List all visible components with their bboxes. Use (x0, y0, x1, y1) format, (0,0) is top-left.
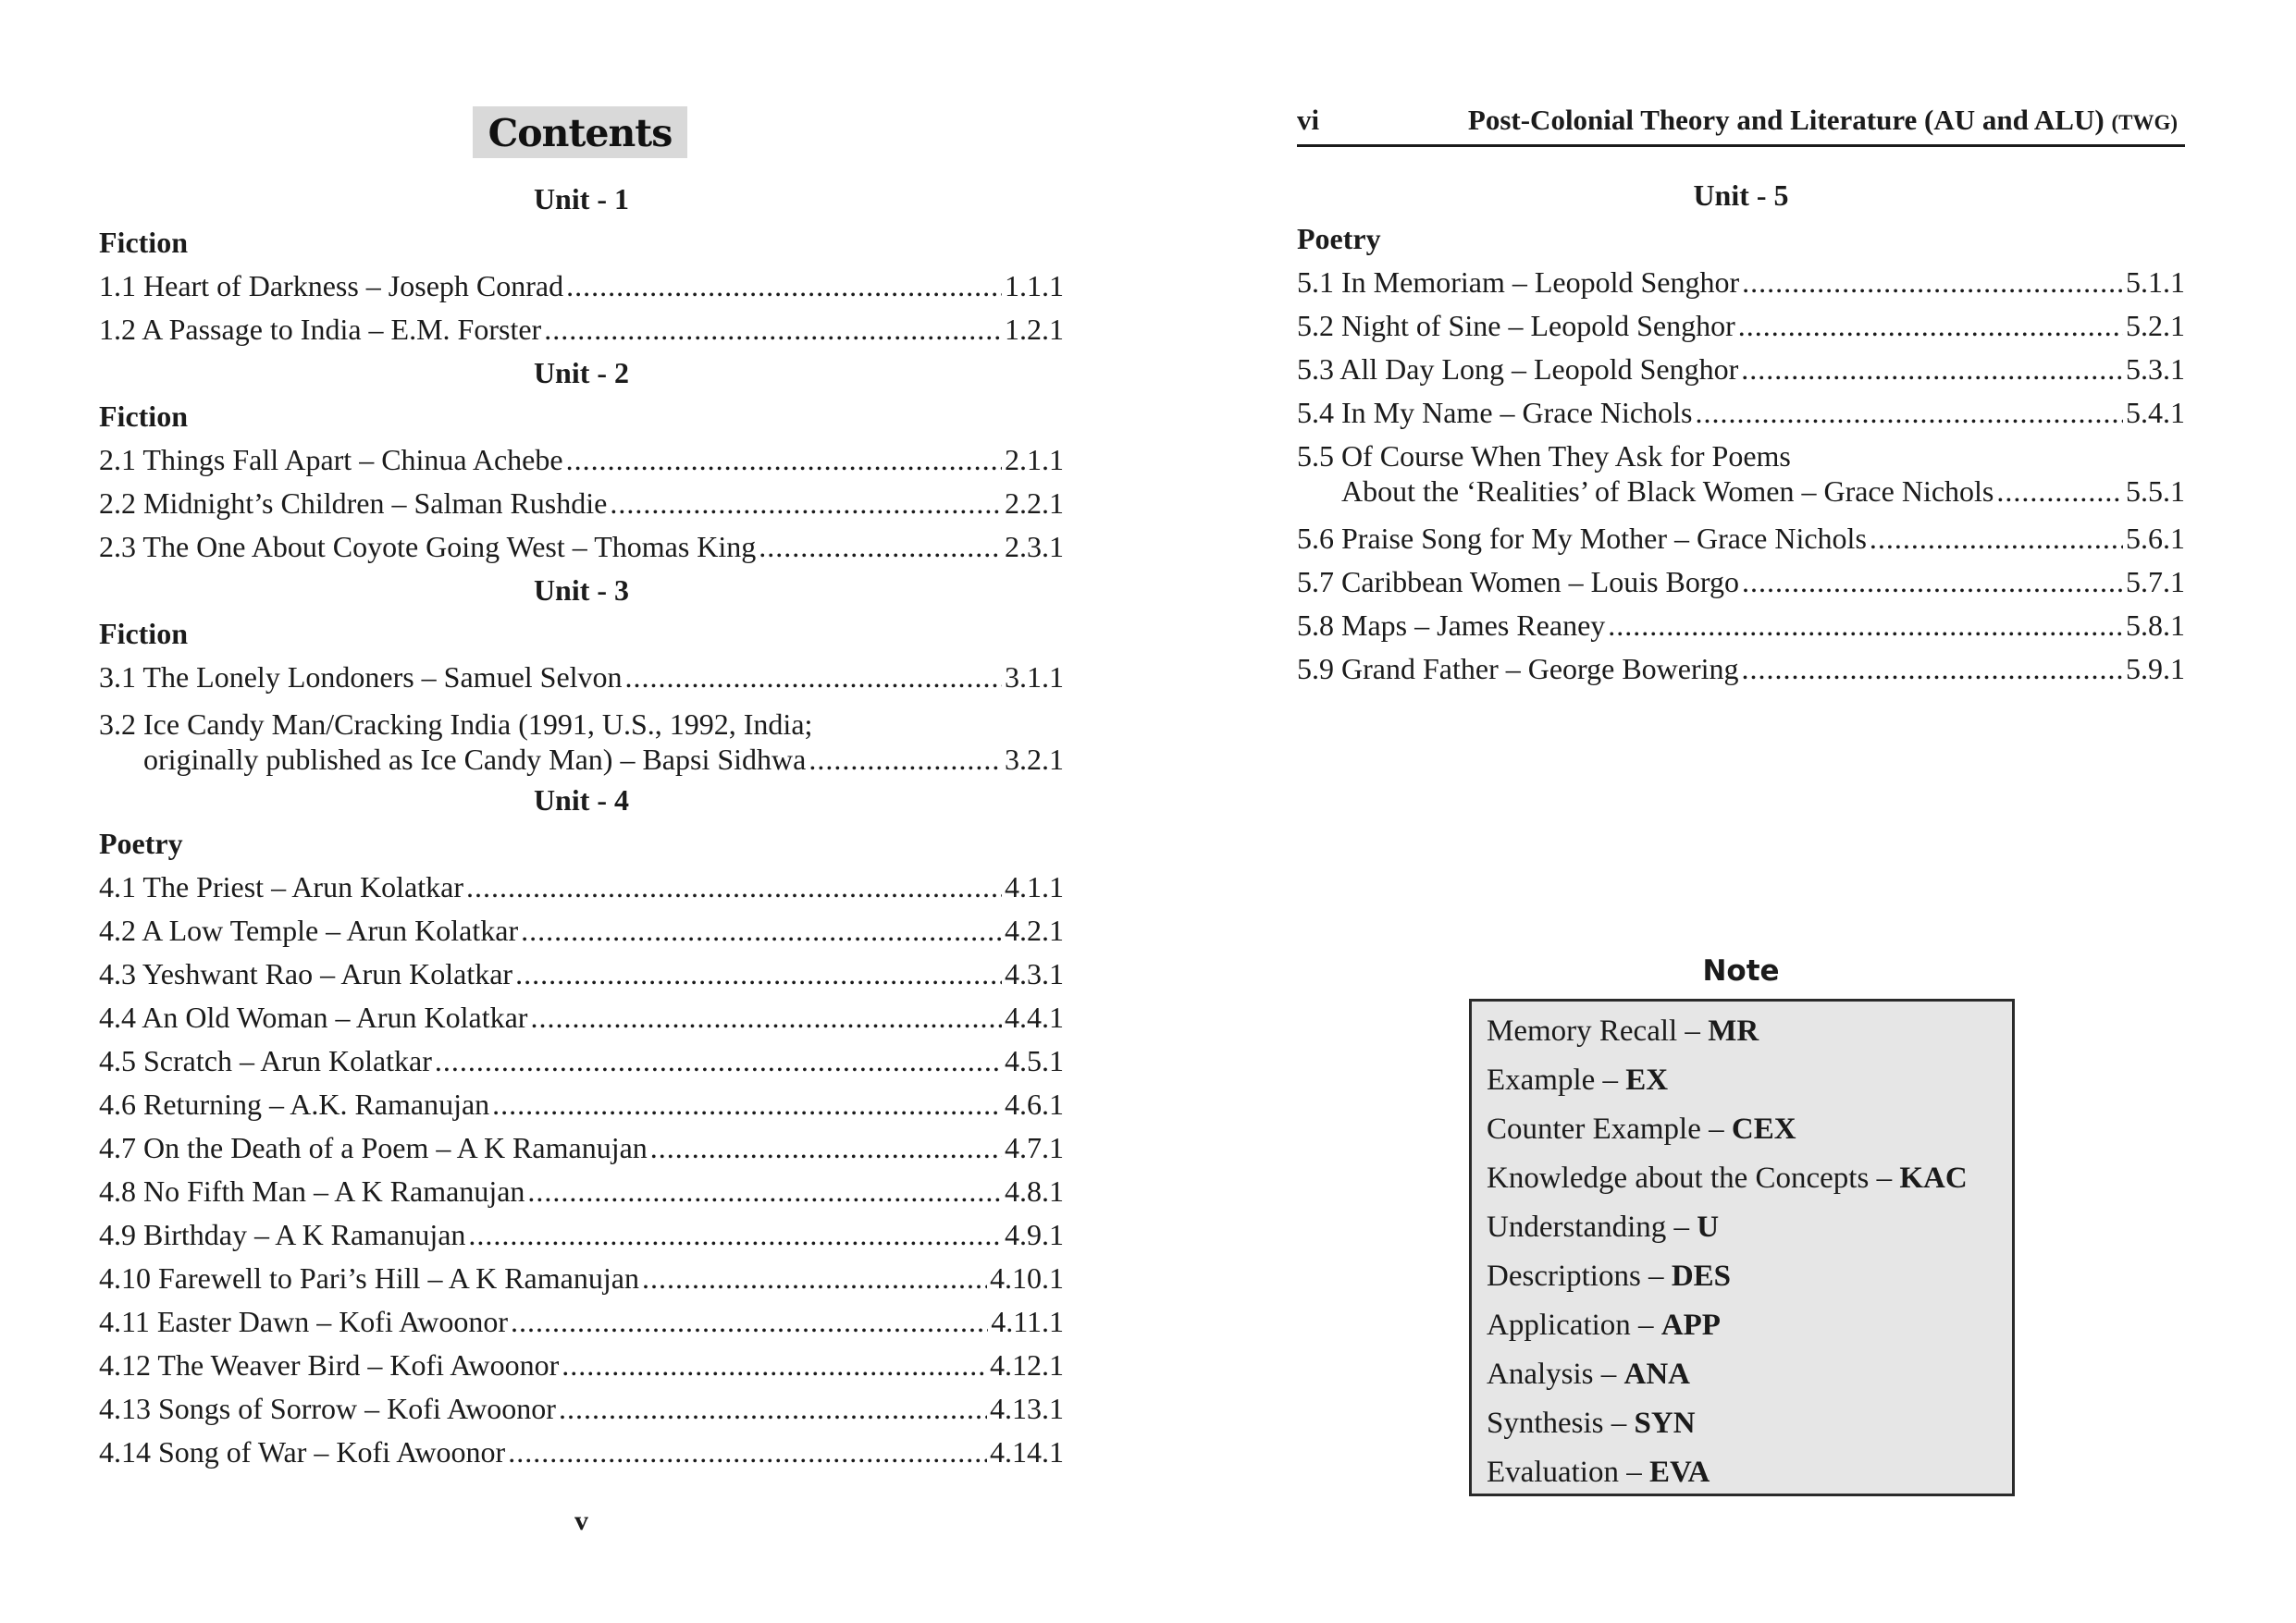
dot-leader (642, 1260, 987, 1296)
toc-entry-title: 5.5 Of Course When They Ask for Poems (1297, 439, 1791, 473)
toc-entry-title: 2.1 Things Fall Apart – Chinua Achebe (99, 443, 563, 476)
toc-entry[interactable] (99, 1043, 1064, 1078)
dot-leader (521, 913, 1002, 948)
toc-entry-title: 5.2 Night of Sine – Leopold Senghor (1297, 309, 1735, 342)
toc-entry-title: 1.2 A Passage to India – E.M. Forster (99, 313, 542, 346)
toc-entry[interactable] (99, 1347, 1064, 1383)
section-heading: Poetry (1297, 222, 1381, 255)
dot-leader (625, 659, 1002, 695)
toc-entry[interactable] (99, 1087, 1064, 1122)
toc-entry[interactable] (99, 1217, 1064, 1252)
note-item (1487, 1399, 2012, 1448)
toc-entry-page: 2.2.1 (1005, 486, 1064, 520)
section-heading: Fiction (99, 226, 188, 259)
toc-entry-page: 2.1.1 (1005, 443, 1064, 476)
dot-leader (759, 529, 1002, 564)
note-item-code: U (1697, 1211, 1720, 1244)
toc-entry-page: 4.13.1 (990, 1392, 1064, 1425)
toc-entry-page: 1.1.1 (1005, 269, 1064, 302)
toc-entry-title: 4.7 On the Death of a Poem – A K Ramanujan (99, 1131, 648, 1164)
toc-entry-title: 4.2 A Low Temple – Arun Kolatkar (99, 914, 519, 947)
toc-entry[interactable] (99, 1260, 1064, 1296)
toc-entry[interactable] (99, 312, 1064, 347)
note-item-code: EVA (1648, 1456, 1710, 1489)
toc-entry[interactable] (99, 529, 1064, 564)
toc-entry-title: 4.6 Returning – A.K. Ramanujan (99, 1088, 490, 1121)
dot-leader (1870, 521, 2123, 556)
unit-heading: Unit - 1 (533, 182, 630, 215)
dot-leader (508, 1434, 987, 1469)
toc-entry-title-continued: About the ‘Realities’ of Black Women – Grace Nichols (1341, 474, 1994, 508)
toc-entry-title: 5.4 In My Name – Grace Nichols (1297, 396, 1693, 429)
note-item-label: Evaluation – (1487, 1456, 1642, 1489)
dot-leader (1996, 473, 2123, 509)
note-item-code: APP (1660, 1309, 1721, 1342)
toc-entry-title: 3.2 Ice Candy Man/Cracking India (1991, U.S., 1992, India; (99, 707, 813, 741)
toc-entry-title: 4.4 An Old Woman – Arun Kolatkar (99, 1001, 528, 1034)
running-title (1468, 104, 2178, 137)
dot-leader (566, 442, 1002, 477)
toc-entry-title: 4.14 Song of War – Kofi Awoonor (99, 1435, 506, 1469)
note-item-label: Memory Recall – (1487, 1014, 1700, 1048)
dot-leader (468, 1217, 1002, 1252)
note-item (1487, 1301, 2012, 1350)
toc-entry-title: 5.9 Grand Father – George Bowering (1297, 652, 1739, 685)
toc-entry[interactable] (1297, 308, 2185, 343)
dot-leader (511, 1304, 988, 1339)
dot-leader (544, 312, 1002, 347)
toc-entry-page: 4.11.1 (991, 1305, 1064, 1338)
dot-leader (1741, 351, 2123, 387)
toc-entry-title: 2.3 The One About Coyote Going West – Thomas King (99, 530, 757, 563)
toc-entry-page: 5.5.1 (2126, 474, 2185, 508)
toc-entry[interactable] (99, 486, 1064, 521)
toc-entry-page: 5.2.1 (2126, 309, 2185, 342)
section-heading: Poetry (99, 827, 183, 860)
dot-leader (492, 1087, 1002, 1122)
note-item-label: Application – (1487, 1309, 1654, 1342)
toc-entry-title: 5.7 Caribbean Women – Louis Borgo (1297, 565, 1739, 598)
contents-title: Contents (473, 106, 687, 158)
running-header (1297, 100, 2185, 147)
toc-entry-title: 4.11 Easter Dawn – Kofi Awoonor (99, 1305, 509, 1338)
toc-entry-page: 4.4.1 (1005, 1001, 1064, 1034)
toc-entry-page: 3.2.1 (1005, 743, 1064, 776)
dot-leader (562, 1347, 987, 1383)
dot-leader (566, 268, 1002, 303)
toc-entry-page: 4.5.1 (1005, 1044, 1064, 1077)
toc-entry-page: 4.8.1 (1005, 1174, 1064, 1208)
toc-entry[interactable] (1297, 351, 2185, 387)
toc-entry[interactable] (1297, 264, 2185, 300)
dot-leader (650, 1130, 1002, 1165)
running-title-code: (TWG) (2111, 111, 2178, 134)
toc-entry[interactable] (99, 913, 1064, 948)
toc-entry-title: 4.9 Birthday – A K Ramanujan (99, 1218, 466, 1251)
toc-entry[interactable] (99, 869, 1064, 904)
toc-entry-page: 5.3.1 (2126, 352, 2185, 386)
toc-entry-page: 4.9.1 (1005, 1218, 1064, 1251)
toc-entry-page: 4.6.1 (1005, 1088, 1064, 1121)
toc-entry-title: 4.12 The Weaver Bird – Kofi Awoonor (99, 1348, 560, 1382)
toc-entry-page: 5.9.1 (2126, 652, 2185, 685)
toc-entry-title: 2.2 Midnight’s Children – Salman Rushdie (99, 486, 608, 520)
dot-leader (559, 1391, 987, 1426)
toc-entry[interactable] (1297, 608, 2185, 643)
toc-entry-title: 5.3 All Day Long – Leopold Senghor (1297, 352, 1739, 386)
toc-entry-title: 5.8 Maps – James Reaney (1297, 609, 1606, 642)
toc-entry-page: 5.7.1 (2126, 565, 2185, 598)
toc-entry-page: 4.3.1 (1005, 957, 1064, 990)
toc-entry-title: 4.1 The Priest – Arun Kolatkar (99, 870, 464, 904)
toc-entry-title: 5.1 In Memoriam – Leopold Senghor (1297, 265, 1740, 299)
toc-entry[interactable] (99, 442, 1064, 477)
toc-entry-title: 4.5 Scratch – Arun Kolatkar (99, 1044, 432, 1077)
note-item (1487, 1154, 2012, 1203)
note-item-code: CEX (1731, 1113, 1796, 1146)
toc-entry-title: 4.10 Farewell to Pari’s Hill – A K Ramanujan (99, 1261, 639, 1295)
toc-entry-title: 3.1 The Lonely Londoners – Samuel Selvon (99, 660, 623, 694)
unit-heading: Unit - 5 (1693, 178, 1789, 212)
note-item-label: Descriptions – (1487, 1260, 1664, 1293)
note-item (1487, 1203, 2012, 1252)
dot-leader (1742, 651, 2123, 686)
note-item-code: MR (1708, 1014, 1759, 1048)
note-item-label: Understanding – (1487, 1211, 1690, 1244)
toc-entry[interactable] (99, 659, 1064, 695)
toc-entry-title: 1.1 Heart of Darkness – Joseph Conrad (99, 269, 564, 302)
note-item-code: KAC (1899, 1162, 1968, 1195)
note-item (1487, 1105, 2012, 1154)
toc-entry[interactable] (99, 1304, 1064, 1339)
toc-entry[interactable] (99, 268, 1064, 303)
toc-entry-page: 5.4.1 (2126, 396, 2185, 429)
toc-entry[interactable] (99, 707, 1064, 777)
toc-entry-page: 4.2.1 (1005, 914, 1064, 947)
section-heading: Fiction (99, 400, 188, 433)
dot-leader (1742, 564, 2123, 599)
toc-entry-title: 4.8 No Fifth Man – A K Ramanujan (99, 1174, 525, 1208)
unit-heading: Unit - 3 (533, 573, 630, 607)
note-item-code: DES (1671, 1260, 1732, 1293)
page-number: v (574, 1506, 588, 1536)
note-item-label: Knowledge about the Concepts – (1487, 1162, 1893, 1195)
note-item (1487, 1350, 2012, 1399)
dot-leader (1695, 395, 2123, 430)
toc-entry-page: 4.12.1 (990, 1348, 1064, 1382)
running-title-main: Post-Colonial Theory and Literature (AU and ALU) (1467, 104, 2105, 136)
dot-leader (1738, 308, 2123, 343)
toc-entry[interactable] (99, 1130, 1064, 1165)
toc-entry-title: 4.3 Yeshwant Rao – Arun Kolatkar (99, 957, 513, 990)
note-box (1469, 999, 2015, 1496)
toc-entry-page: 5.6.1 (2126, 522, 2185, 555)
dot-leader (610, 486, 1002, 521)
note-item-label: Example – (1487, 1064, 1619, 1097)
toc-entry[interactable] (1297, 651, 2185, 686)
toc-entry[interactable] (1297, 395, 2185, 430)
toc-entry[interactable] (99, 956, 1064, 991)
dot-leader (1742, 264, 2123, 300)
note-item (1487, 1007, 2012, 1056)
note-item-label: Counter Example – (1487, 1113, 1724, 1146)
toc-entry-title-continued: originally published as Ice Candy Man) – Bapsi Sidhwa (143, 743, 807, 776)
note-heading: Note (1702, 954, 1780, 988)
dot-leader (527, 1174, 1002, 1209)
toc-entry[interactable] (99, 1391, 1064, 1426)
toc-entry-page: 4.14.1 (990, 1435, 1064, 1469)
toc-entry-page: 2.3.1 (1005, 530, 1064, 563)
toc-entry[interactable] (99, 1000, 1064, 1035)
toc-entry-page: 3.1.1 (1005, 660, 1064, 694)
toc-entry-page: 5.1.1 (2126, 265, 2185, 299)
note-item (1487, 1056, 2012, 1105)
toc-entry-page: 4.7.1 (1005, 1131, 1064, 1164)
note-item-code: ANA (1623, 1358, 1690, 1391)
dot-leader (809, 742, 1002, 777)
toc-entry-page: 5.8.1 (2126, 609, 2185, 642)
dot-leader (1608, 608, 2123, 643)
toc-entry-page: 4.10.1 (990, 1261, 1064, 1295)
dot-leader (466, 869, 1002, 904)
toc-entry-title: 4.13 Songs of Sorrow – Kofi Awoonor (99, 1392, 556, 1425)
toc-entry[interactable] (1297, 564, 2185, 599)
note-item-label: Analysis – (1487, 1358, 1617, 1391)
toc-entry[interactable] (1297, 521, 2185, 556)
page-number: vi (1297, 104, 1320, 136)
dot-leader (515, 956, 1002, 991)
unit-heading: Unit - 2 (533, 356, 630, 389)
toc-entry[interactable] (1297, 438, 2185, 509)
toc-entry-page: 4.1.1 (1005, 870, 1064, 904)
dot-leader (530, 1000, 1002, 1035)
toc-entry[interactable] (99, 1174, 1064, 1209)
dot-leader (435, 1043, 1002, 1078)
toc-entry-title: 5.6 Praise Song for My Mother – Grace Nichols (1297, 522, 1867, 555)
section-heading: Fiction (99, 617, 188, 650)
note-item-label: Synthesis – (1487, 1407, 1627, 1440)
unit-heading: Unit - 4 (533, 783, 630, 817)
note-item (1487, 1448, 2012, 1497)
toc-entry-page: 1.2.1 (1005, 313, 1064, 346)
note-item-code: SYN (1634, 1407, 1696, 1440)
toc-entry[interactable] (99, 1434, 1064, 1469)
note-item (1487, 1252, 2012, 1301)
note-item-code: EX (1625, 1064, 1669, 1097)
